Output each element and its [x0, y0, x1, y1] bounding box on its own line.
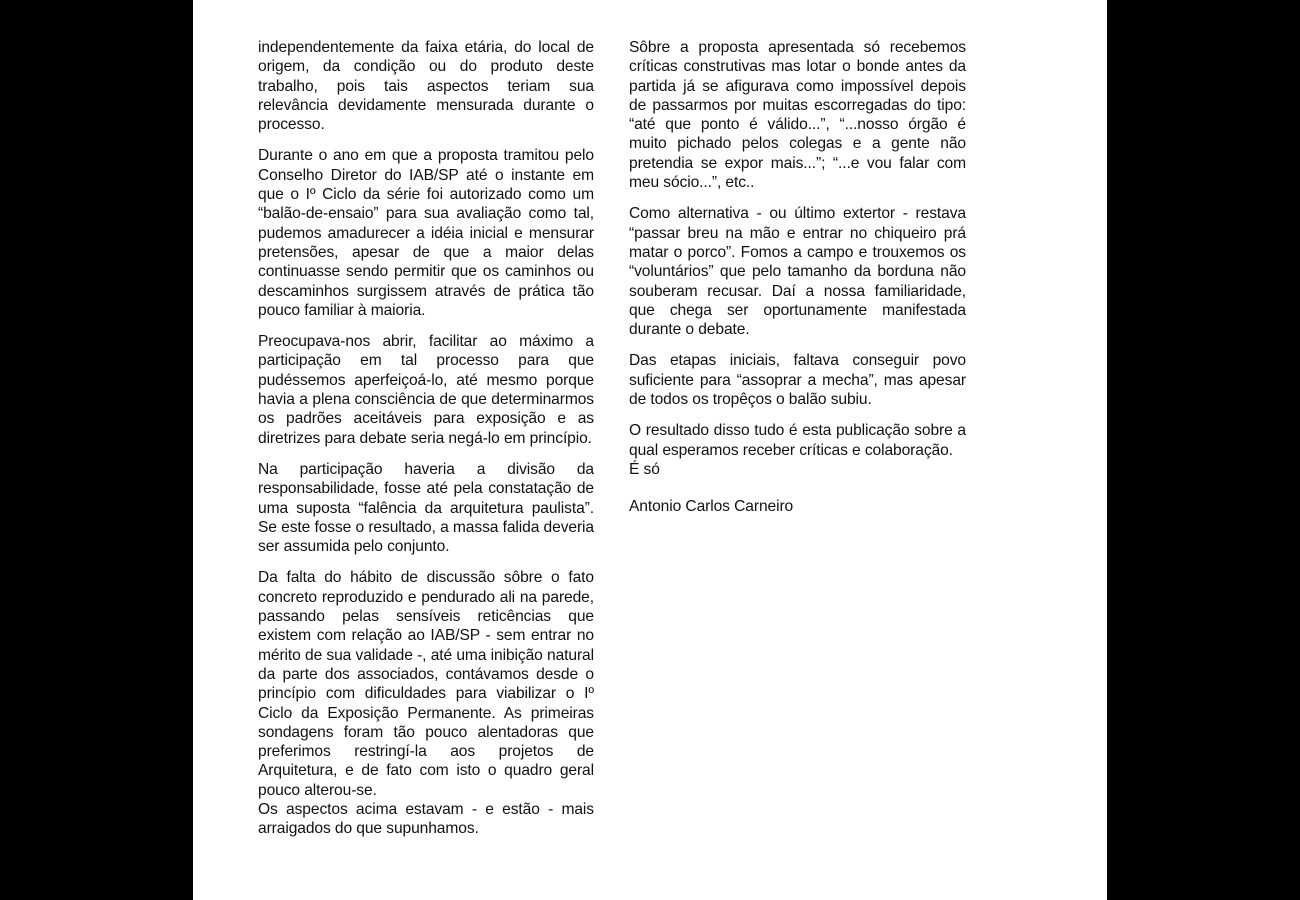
paragraph: O resultado disso tudo é esta publicação sobre a qual esperamos receber críticas e colaboração. [629, 422, 966, 459]
paragraph: Durante o ano em que a proposta tramitou pelo Conselho Diretor do IAB/SP até o instante em que o Iº Ciclo da série foi autorizado como um “balão-de-ensaio” para sua avaliação como tal, pudemos amadurecer a idéia inicial e mensurar pretensões, apesar de que a maior delas continuasse sendo permitir que os caminhos ou descaminhos surgissem através de prática tão pouco familiar à maioria. [258, 147, 594, 319]
paragraph: Da falta do hábito de discussão sôbre o fato concreto reproduzido e pendurado ali na parede, passando pelas sensíveis reticências que existem com relação ao IAB/SP - sem entrar no mérito de sua validade -, até uma inibição natural da parte dos associados, contávamos desde o princípio com dificuldades para viabilizar o Iº Ciclo da Exposição Permanente. As primeiras sondagens foram tão pouco alentadoras que preferimos restringí-la aos projetos de Arquitetura, e de fato com isto o quadro geral pouco alterou-se. [258, 569, 594, 799]
paragraph: independentemente da faixa etária, do local de origem, da condição ou do produto deste trabalho, pois tais aspectos teriam sua relevância devidamente mensurada durante o processo. [258, 39, 594, 134]
right-text-column [629, 38, 966, 529]
paragraph: Das etapas iniciais, faltava conseguir povo suficiente para “assoprar a mecha”, mas apesar de todos os tropêços o balão subiu. [629, 352, 966, 409]
document-page [193, 0, 1107, 900]
author-signature: Antonio Carlos Carneiro [629, 498, 794, 516]
paragraph: Preocupava-nos abrir, facilitar ao máximo a participação em tal processo para que pudéssemos aperfeiçoá-lo, até mesmo porque havia a plena consciência de que determinarmos os padrões aceitáveis para exposição e as diretrizes para debate seria negá-lo em princípio. [258, 333, 594, 447]
paragraph: Os aspectos acima estavam - e estão - mais arraigados do que supunhamos. [258, 800, 594, 838]
paragraph: Como alternativa - ou último extertor - restava “passar breu na mão e entrar no chiqueiro prá matar o porco”. Fomos a campo e trouxemos os “voluntários” que pelo tamanho da borduna não souberam recusar. Daí a nossa familiaridade, que chega ser oportunamente manifestada durante o debate. [629, 205, 966, 339]
paragraph: Na participação haveria a divisão da responsabilidade, fosse até pela constatação de uma suposta “falência da arquitetura paulista”. Se este fosse o resultado, a massa falida deveria ser assumida pelo conjunto. [258, 460, 594, 556]
paragraph: Sôbre a proposta apresentada só recebemos críticas construtivas mas lotar o bonde antes da partida já se afigurava como impossível depois de passarmos por muitas escorregadas do tipo: “até que ponto é válido...”, “...nosso órgão é muito pichado pelos colegas e a gente não pretendia se expor mais...”; “...e vou falar com meu sócio...”, etc.. [629, 39, 966, 192]
left-text-column [258, 38, 594, 851]
closing-line: É só [629, 460, 660, 478]
